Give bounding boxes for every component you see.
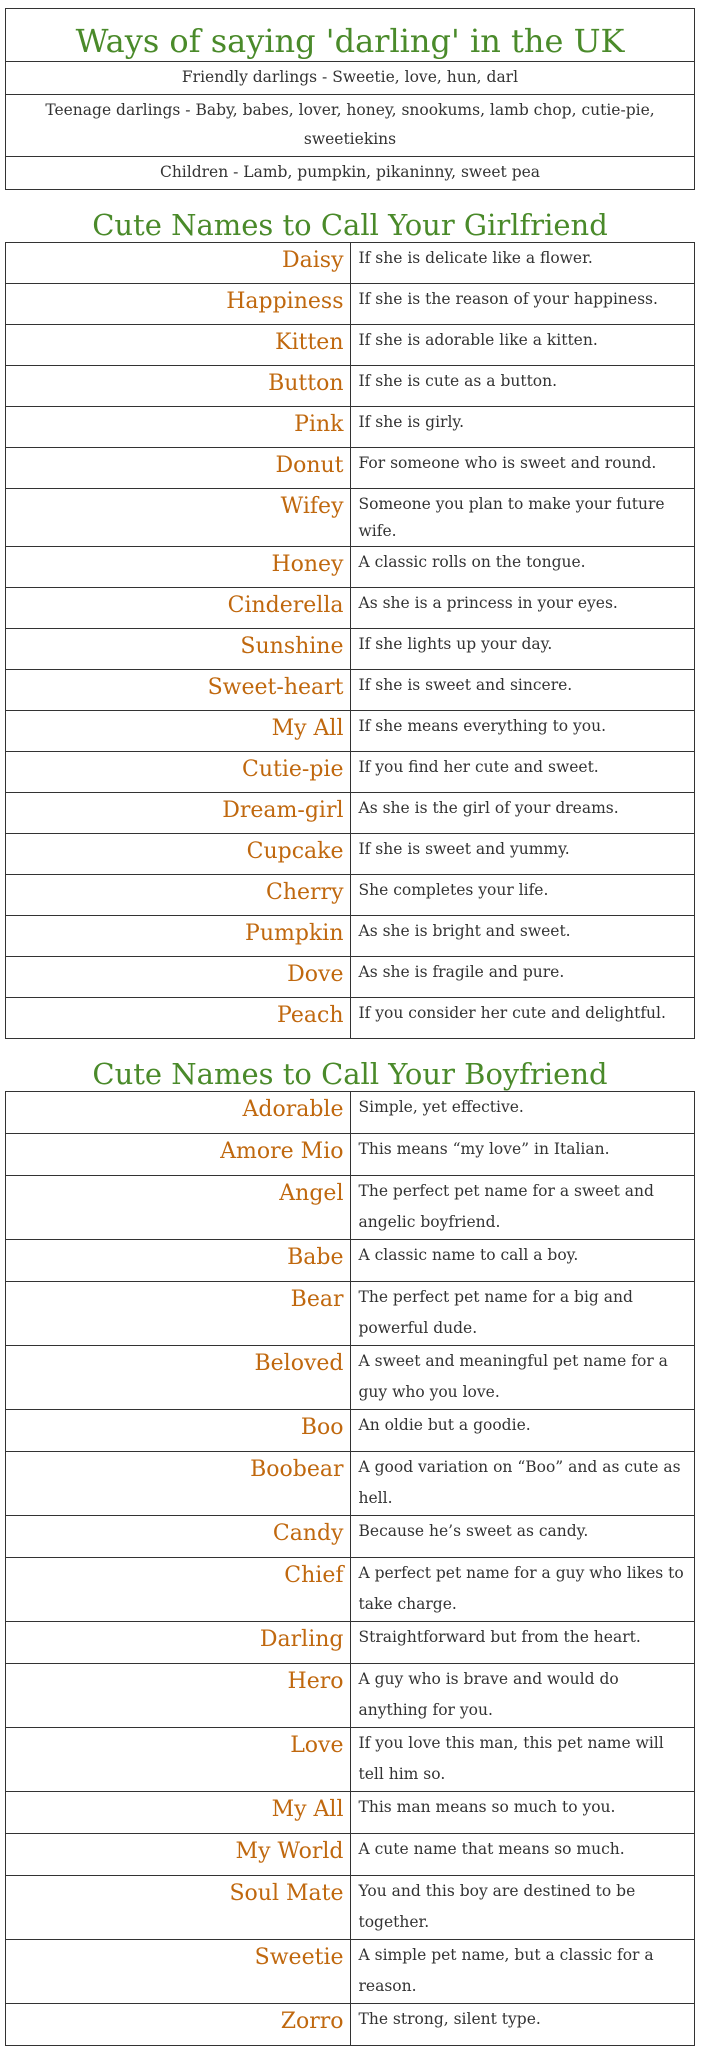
pet-name: Pumpkin bbox=[6, 916, 351, 957]
name-row bbox=[6, 1834, 695, 1876]
pet-name-description: A classic name to call a boy. bbox=[350, 1240, 695, 1282]
name-row bbox=[6, 1346, 695, 1410]
uk-darling-table bbox=[5, 8, 695, 190]
name-row bbox=[6, 670, 695, 711]
pet-name-description: If she means everything to you. bbox=[350, 711, 695, 752]
girlfriend-section-title: Cute Names to Call Your Girlfriend bbox=[6, 190, 695, 243]
pet-name: Daisy bbox=[6, 243, 351, 284]
pet-name-description: A good variation on “Boo” and as cute as hell. bbox=[350, 1452, 695, 1516]
uk-row-friendly: Friendly darlings - Sweetie, love, hun, darl bbox=[6, 62, 695, 95]
name-row bbox=[6, 366, 695, 407]
pet-name-description: If she is sweet and yummy. bbox=[350, 834, 695, 875]
pet-name: Candy bbox=[6, 1516, 351, 1558]
name-row bbox=[6, 547, 695, 588]
pet-name-description: This means “my love” in Italian. bbox=[350, 1134, 695, 1176]
pet-name-description: If you find her cute and sweet. bbox=[350, 752, 695, 793]
pet-name: Pink bbox=[6, 407, 351, 448]
name-row bbox=[6, 489, 695, 547]
name-row bbox=[6, 1516, 695, 1558]
pet-name-description: If you love this man, this pet name will tell him so. bbox=[350, 1728, 695, 1792]
boyfriend-names-table bbox=[5, 1038, 695, 2046]
name-row bbox=[6, 1452, 695, 1516]
name-row bbox=[6, 834, 695, 875]
pet-name: Angel bbox=[6, 1176, 351, 1240]
pet-name: Chief bbox=[6, 1558, 351, 1622]
pet-name: Kitten bbox=[6, 325, 351, 366]
name-row bbox=[6, 1728, 695, 1792]
pet-name: Button bbox=[6, 366, 351, 407]
pet-name: Cinderella bbox=[6, 588, 351, 629]
pet-name: Soul Mate bbox=[6, 1876, 351, 1940]
pet-name: My All bbox=[6, 1792, 351, 1834]
pet-name-description: If you consider her cute and delightful. bbox=[350, 998, 695, 1039]
pet-name-description: A perfect pet name for a guy who likes to take charge. bbox=[350, 1558, 695, 1622]
uk-row-teenage: Teenage darlings - Baby, babes, lover, honey, snookums, lamb chop, cutie-pie, sweetiekins bbox=[6, 95, 695, 157]
name-row bbox=[6, 284, 695, 325]
name-row bbox=[6, 957, 695, 998]
pet-name-description: As she is fragile and pure. bbox=[350, 957, 695, 998]
name-row bbox=[6, 1558, 695, 1622]
pet-name-description: A guy who is brave and would do anything for you. bbox=[350, 1664, 695, 1728]
name-row bbox=[6, 711, 695, 752]
pet-name-description: If she is sweet and sincere. bbox=[350, 670, 695, 711]
pet-name: Hero bbox=[6, 1664, 351, 1728]
pet-name: Beloved bbox=[6, 1346, 351, 1410]
pet-name-description: As she is a princess in your eyes. bbox=[350, 588, 695, 629]
pet-name-description: Straightforward but from the heart. bbox=[350, 1622, 695, 1664]
pet-name-description: This man means so much to you. bbox=[350, 1792, 695, 1834]
name-row bbox=[6, 588, 695, 629]
name-row bbox=[6, 1240, 695, 1282]
pet-name-description: If she is girly. bbox=[350, 407, 695, 448]
uk-title: Ways of saying 'darling' in the UK bbox=[6, 9, 695, 62]
name-row bbox=[6, 916, 695, 957]
pet-name: Cupcake bbox=[6, 834, 351, 875]
name-row bbox=[6, 448, 695, 489]
pet-name-description: The perfect pet name for a sweet and angelic boyfriend. bbox=[350, 1176, 695, 1240]
name-row bbox=[6, 325, 695, 366]
pet-name: Sweet-heart bbox=[6, 670, 351, 711]
pet-name: Wifey bbox=[6, 489, 351, 547]
pet-name: Cherry bbox=[6, 875, 351, 916]
pet-name-description: The perfect pet name for a big and powerful dude. bbox=[350, 1282, 695, 1346]
pet-name: Bear bbox=[6, 1282, 351, 1346]
pet-name-description: Someone you plan to make your future wife. bbox=[350, 489, 695, 547]
name-row bbox=[6, 243, 695, 284]
pet-name: Sunshine bbox=[6, 629, 351, 670]
girlfriend-names-table bbox=[5, 189, 695, 1039]
pet-name: Happiness bbox=[6, 284, 351, 325]
pet-name: Love bbox=[6, 1728, 351, 1792]
pet-names-page bbox=[5, 8, 695, 2046]
uk-row-children: Children - Lamb, pumpkin, pikaninny, sweet pea bbox=[6, 157, 695, 190]
pet-name-description: A cute name that means so much. bbox=[350, 1834, 695, 1876]
pet-name: Honey bbox=[6, 547, 351, 588]
pet-name-description: For someone who is sweet and round. bbox=[350, 448, 695, 489]
pet-name-description: An oldie but a goodie. bbox=[350, 1410, 695, 1452]
pet-name: My All bbox=[6, 711, 351, 752]
pet-name-description: The strong, silent type. bbox=[350, 2004, 695, 2046]
pet-name: Boo bbox=[6, 1410, 351, 1452]
name-row bbox=[6, 793, 695, 834]
name-row bbox=[6, 1176, 695, 1240]
pet-name-description: As she is bright and sweet. bbox=[350, 916, 695, 957]
pet-name-description: If she is cute as a button. bbox=[350, 366, 695, 407]
pet-name-description: If she is adorable like a kitten. bbox=[350, 325, 695, 366]
pet-name-description: As she is the girl of your dreams. bbox=[350, 793, 695, 834]
name-row bbox=[6, 1792, 695, 1834]
name-row bbox=[6, 752, 695, 793]
name-row bbox=[6, 1664, 695, 1728]
name-row bbox=[6, 1134, 695, 1176]
pet-name: Cutie-pie bbox=[6, 752, 351, 793]
pet-name: Darling bbox=[6, 1622, 351, 1664]
name-row bbox=[6, 407, 695, 448]
pet-name-description: A classic rolls on the tongue. bbox=[350, 547, 695, 588]
pet-name-description: If she is the reason of your happiness. bbox=[350, 284, 695, 325]
pet-name: Dove bbox=[6, 957, 351, 998]
pet-name-description: Simple, yet effective. bbox=[350, 1092, 695, 1134]
pet-name: Donut bbox=[6, 448, 351, 489]
pet-name: Dream-girl bbox=[6, 793, 351, 834]
name-row bbox=[6, 875, 695, 916]
name-row bbox=[6, 1940, 695, 2004]
pet-name: Adorable bbox=[6, 1092, 351, 1134]
pet-name-description: A sweet and meaningful pet name for a guy who you love. bbox=[350, 1346, 695, 1410]
name-row bbox=[6, 629, 695, 670]
pet-name: Babe bbox=[6, 1240, 351, 1282]
pet-name-description: She completes your life. bbox=[350, 875, 695, 916]
pet-name-description: You and this boy are destined to be together. bbox=[350, 1876, 695, 1940]
pet-name: Peach bbox=[6, 998, 351, 1039]
name-row bbox=[6, 2004, 695, 2046]
name-row bbox=[6, 998, 695, 1039]
pet-name-description: If she is delicate like a flower. bbox=[350, 243, 695, 284]
pet-name-description: Because he’s sweet as candy. bbox=[350, 1516, 695, 1558]
pet-name-description: If she lights up your day. bbox=[350, 629, 695, 670]
name-row bbox=[6, 1622, 695, 1664]
pet-name: Zorro bbox=[6, 2004, 351, 2046]
name-row bbox=[6, 1282, 695, 1346]
pet-name: Amore Mio bbox=[6, 1134, 351, 1176]
name-row bbox=[6, 1876, 695, 1940]
name-row bbox=[6, 1092, 695, 1134]
name-row bbox=[6, 1410, 695, 1452]
pet-name-description: A simple pet name, but a classic for a reason. bbox=[350, 1940, 695, 2004]
pet-name: My World bbox=[6, 1834, 351, 1876]
boyfriend-section-title: Cute Names to Call Your Boyfriend bbox=[6, 1039, 695, 1092]
pet-name: Sweetie bbox=[6, 1940, 351, 2004]
pet-name: Boobear bbox=[6, 1452, 351, 1516]
